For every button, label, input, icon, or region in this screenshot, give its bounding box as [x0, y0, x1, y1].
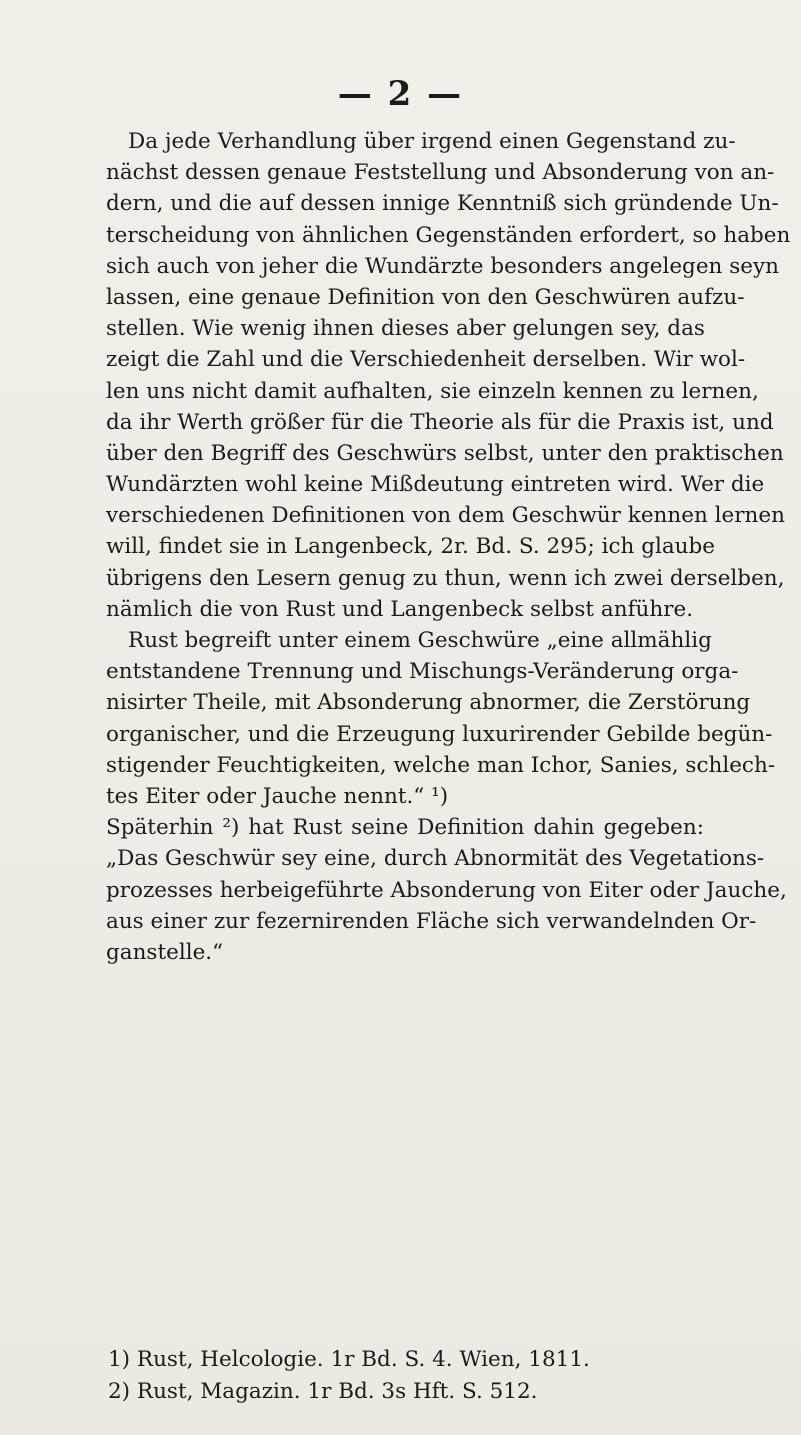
text-line: Rust begreift unter einem Geschwüre „eine allmählig [128, 628, 712, 653]
text-line: stigender Feuchtigkeiten, welche man Ichor, Sanies, schlech- [106, 752, 776, 778]
text-line: aus einer zur fezernirenden Fläche sich verwandelnden Or- [106, 908, 757, 934]
text-line: nisirter Theile, mit Absonderung abnormer, die Zerstörung [106, 690, 751, 716]
footnotes [106, 1344, 704, 1407]
page-number: — 2 — [337, 74, 464, 114]
footnote: 2) Rust, Magazin. 1r Bd. 3s Hft. S. 512. [108, 1378, 538, 1404]
text-line: Wundärzten wohl keine Mißdeutung eintreten wird. Wer die [106, 472, 765, 498]
text-line: tes Eiter oder Jauche nennt.“ ¹) [106, 783, 449, 809]
text-line: über den Begriff des Geschwürs selbst, unter den praktischen [106, 440, 784, 466]
text-line: sich auch von jeher die Wundärzte besonders angelegen seyn [106, 253, 779, 279]
text-line: lassen, eine genaue Definition von den Geschwüren aufzu- [106, 284, 745, 310]
text-line: organischer, und die Erzeugung luxurirender Gebilde begün- [106, 721, 773, 747]
text-line: da ihr Werth größer für die Theorie als für die Praxis ist, und [106, 409, 774, 435]
text-line: verschiedenen Definitionen von dem Geschwür kennen lernen [106, 503, 785, 529]
text-line: Späterhin ²) hat Rust seine Definition dahin gegeben: [106, 815, 704, 841]
text-line: prozesses herbeigeführte Absonderung von Eiter oder Jauche, [106, 877, 787, 903]
text-line: übrigens den Lesern genug zu thun, wenn ich zwei derselben, [106, 565, 785, 591]
text-line: Da jede Verhandlung über irgend einen Gegenstand zu- [128, 129, 736, 154]
text-line: len uns nicht damit aufhalten, sie einzeln kennen zu lernen, [106, 378, 759, 404]
text-line: stellen. Wie wenig ihnen dieses aber gelungen sey, das [106, 316, 705, 342]
text-line: entstandene Trennung und Mischungs-Veränderung orga- [106, 659, 739, 685]
text-line: will, findet sie in Langenbeck, 2r. Bd. S. 295; ich glaube [106, 534, 716, 560]
body-text [106, 126, 791, 968]
text-line: „Das Geschwür sey eine, durch Abnormität des Vegetations- [106, 846, 765, 872]
text-line: ganstelle.“ [106, 939, 224, 965]
text-line: dern, und die auf dessen innige Kenntniß sich gründende Un- [106, 191, 779, 217]
footnote: 1) Rust, Helcologie. 1r Bd. S. 4. Wien, 1811. [108, 1347, 590, 1372]
text-line: zeigt die Zahl und die Verschiedenheit derselben. Wir wol- [106, 347, 746, 373]
text-line: nächst dessen genaue Feststellung und Absonderung von an- [106, 160, 775, 186]
text-line: nämlich die von Rust und Langenbeck selbst anführe. [106, 596, 694, 622]
text-line: terscheidung von ähnlichen Gegenständen erfordert, so haben [106, 222, 791, 248]
